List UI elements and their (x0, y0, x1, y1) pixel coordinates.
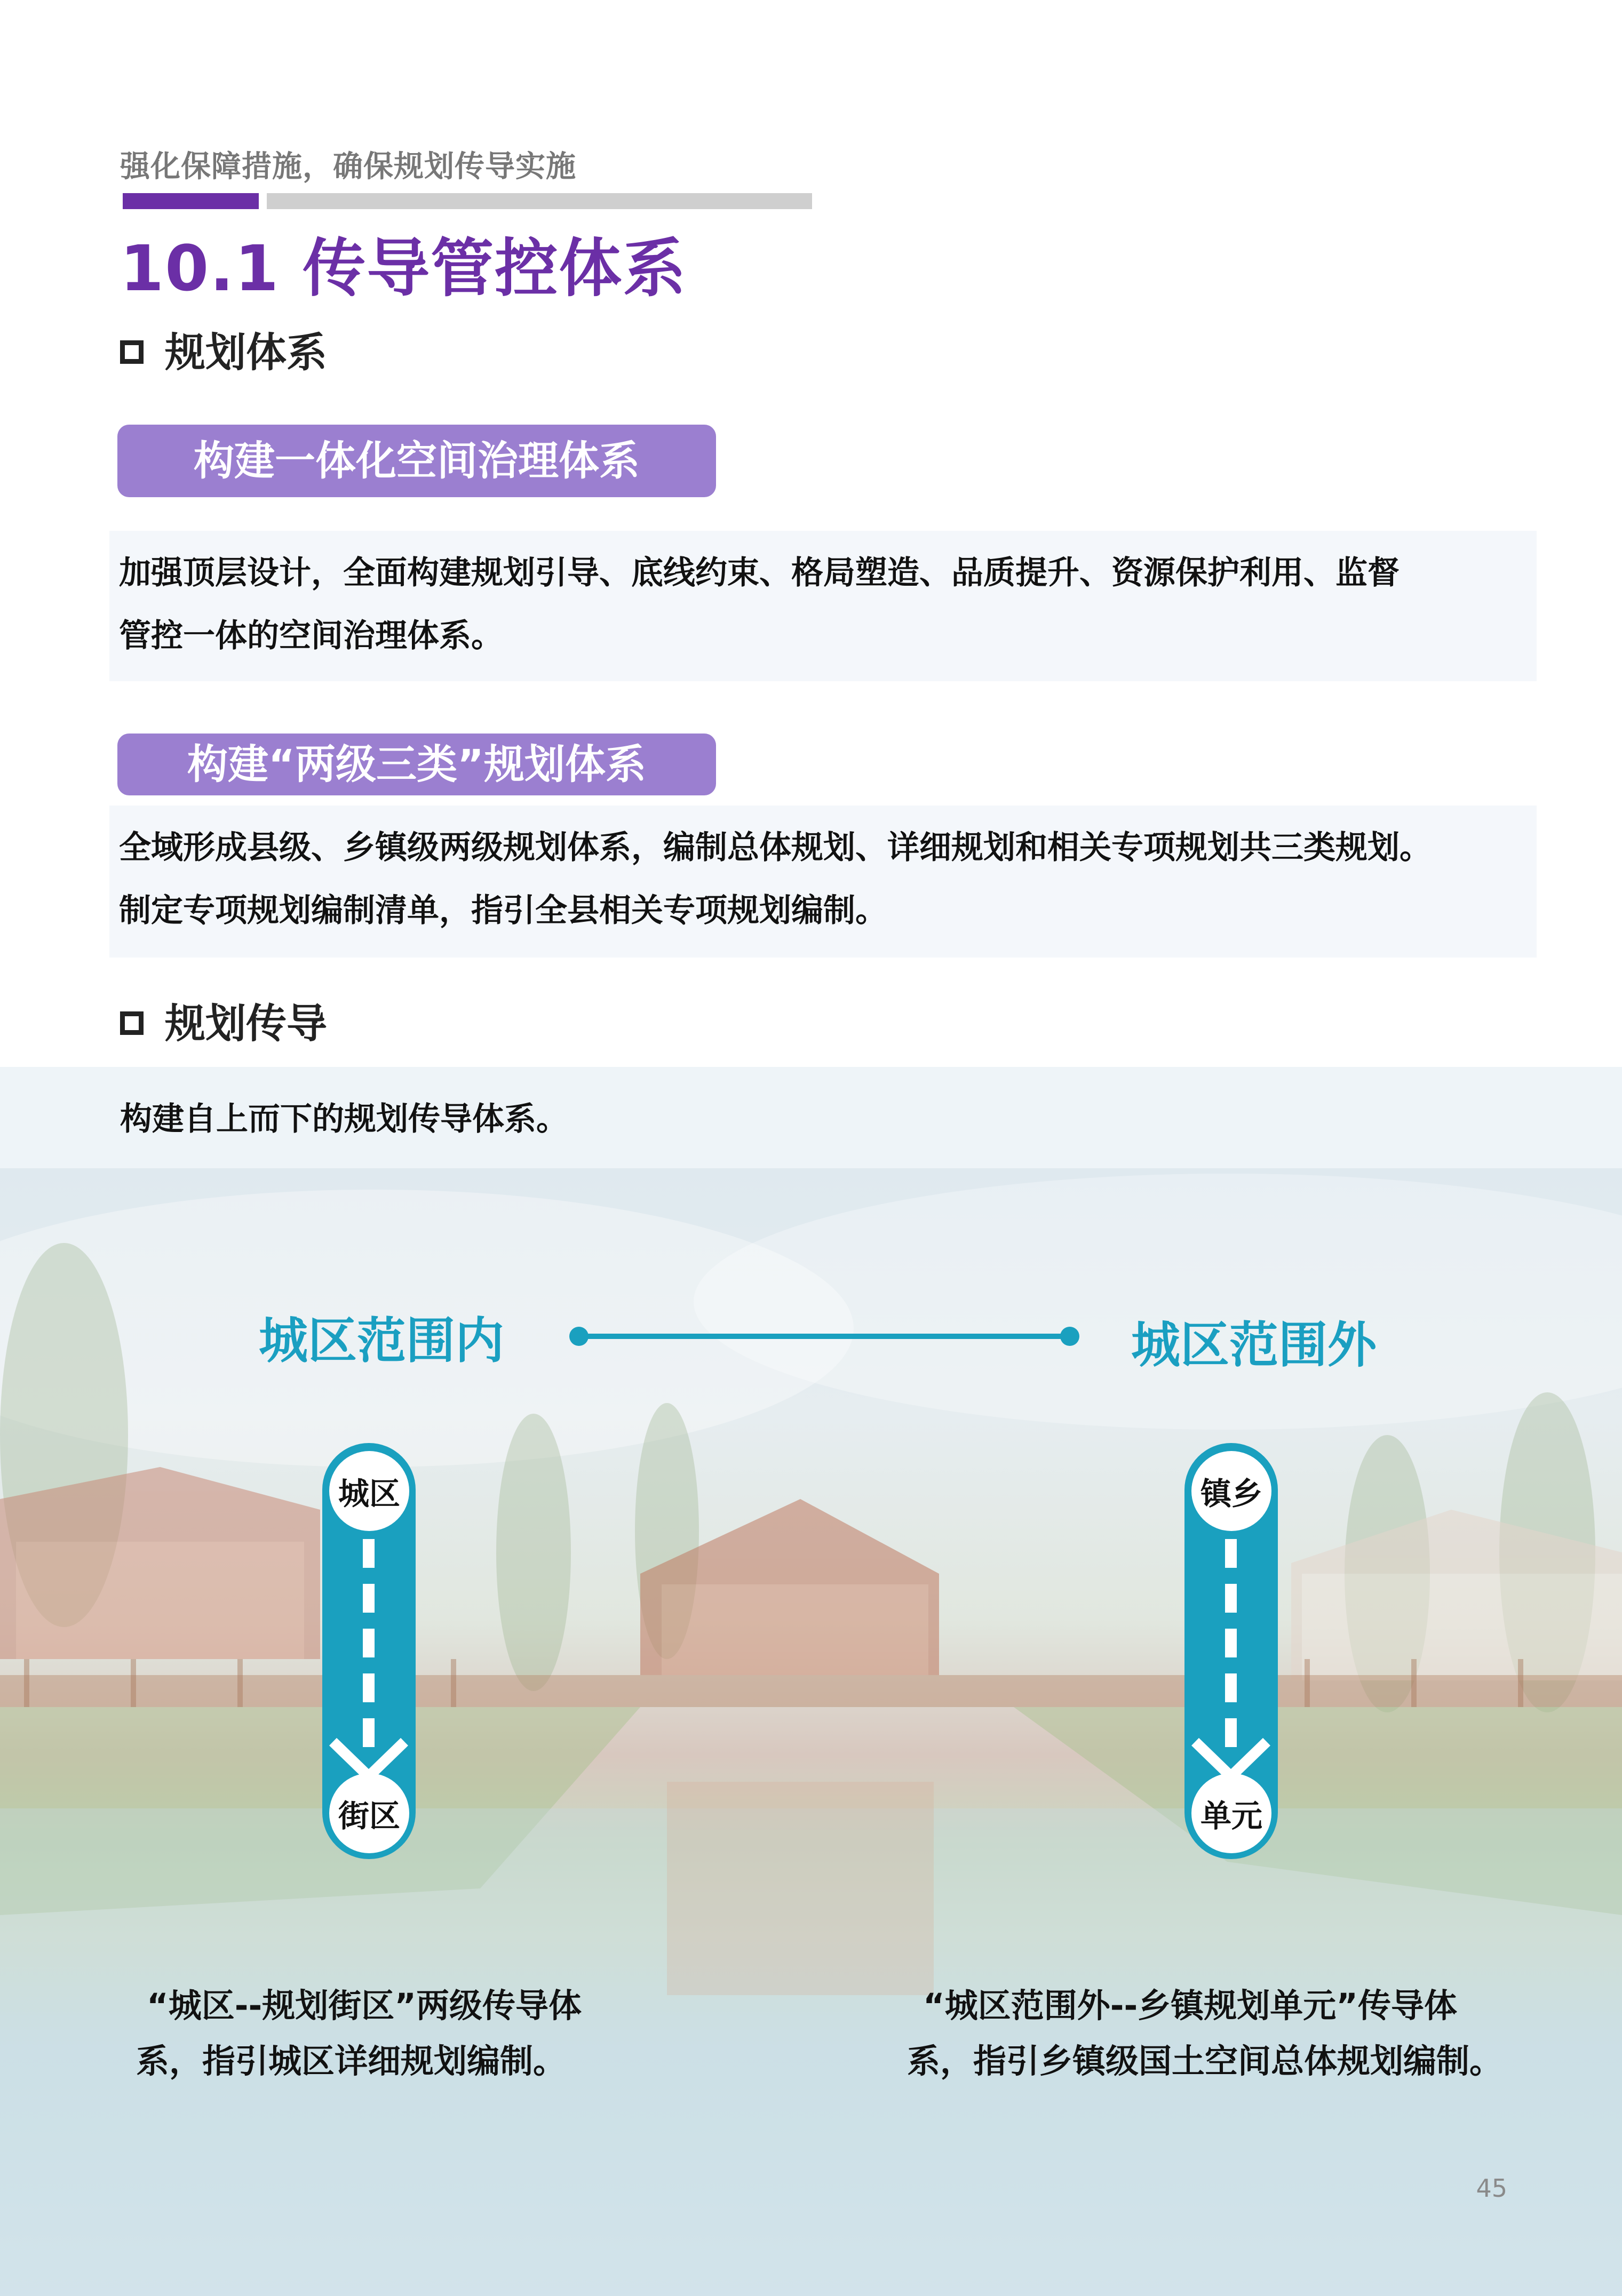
label-within-urban: 城区范围内 (259, 1312, 505, 1369)
caption-outside-urban (907, 1978, 1502, 2089)
text-line: 管控一体的空间治理体系。 (119, 617, 503, 655)
node-urban: 城区 (329, 1451, 409, 1531)
text-line: 制定专项规划编制清单，指引全县相关专项规划编制。 (119, 892, 887, 929)
transmission-intro: 构建自上而下的规划传导体系。 (120, 1101, 568, 1138)
header-accent-bar (123, 193, 259, 209)
caption-line: “城区--规划街区”两级传导体 (147, 1986, 582, 2025)
caption-line: 系，指引乡镇级国土空间总体规划编制。 (907, 2042, 1503, 2080)
header-rule-bar (267, 193, 812, 209)
connector-line (566, 1320, 1083, 1352)
textbox-two-level-three-type (109, 806, 1537, 958)
page-number: 45 (1476, 2174, 1507, 2203)
textbox-integrated-governance (109, 531, 1537, 681)
node-block: 街区 (329, 1773, 409, 1853)
caption-line: 系，指引城区详细规划编制。 (136, 2042, 567, 2080)
text-line: 全域形成县级、乡镇级两级规划体系，编制总体规划、详细规划和相关专项规划共三类规划。 (119, 829, 1432, 866)
text-line: 加强顶层设计，全面构建规划引导、底线约束、格局塑造、品质提升、资源保护利用、监督 (119, 554, 1400, 592)
node-town: 镇乡 (1191, 1451, 1271, 1531)
box-bullet-icon (120, 340, 144, 364)
page-title: 10.1 传导管控体系 (120, 232, 687, 305)
heading-planning-system-text: 规划体系 (165, 329, 327, 376)
box-bullet-icon (120, 1011, 144, 1035)
node-unit: 单元 (1191, 1773, 1271, 1853)
pill-integrated-governance: 构建一体化空间治理体系 (117, 425, 716, 497)
caption-line: “城区范围外--乡镇规划单元”传导体 (923, 1986, 1457, 2025)
heading-planning-transmission-text: 规划传导 (165, 1000, 327, 1047)
heading-planning-transmission (120, 991, 327, 1049)
section-label: 强化保障措施，确保规划传导实施 (120, 149, 576, 184)
label-outside-urban: 城区范围外 (1131, 1317, 1377, 1374)
heading-planning-system (120, 320, 327, 378)
pill-two-level-three-type: 构建“两级三类”规划体系 (117, 734, 716, 795)
caption-within-urban (136, 1978, 582, 2089)
